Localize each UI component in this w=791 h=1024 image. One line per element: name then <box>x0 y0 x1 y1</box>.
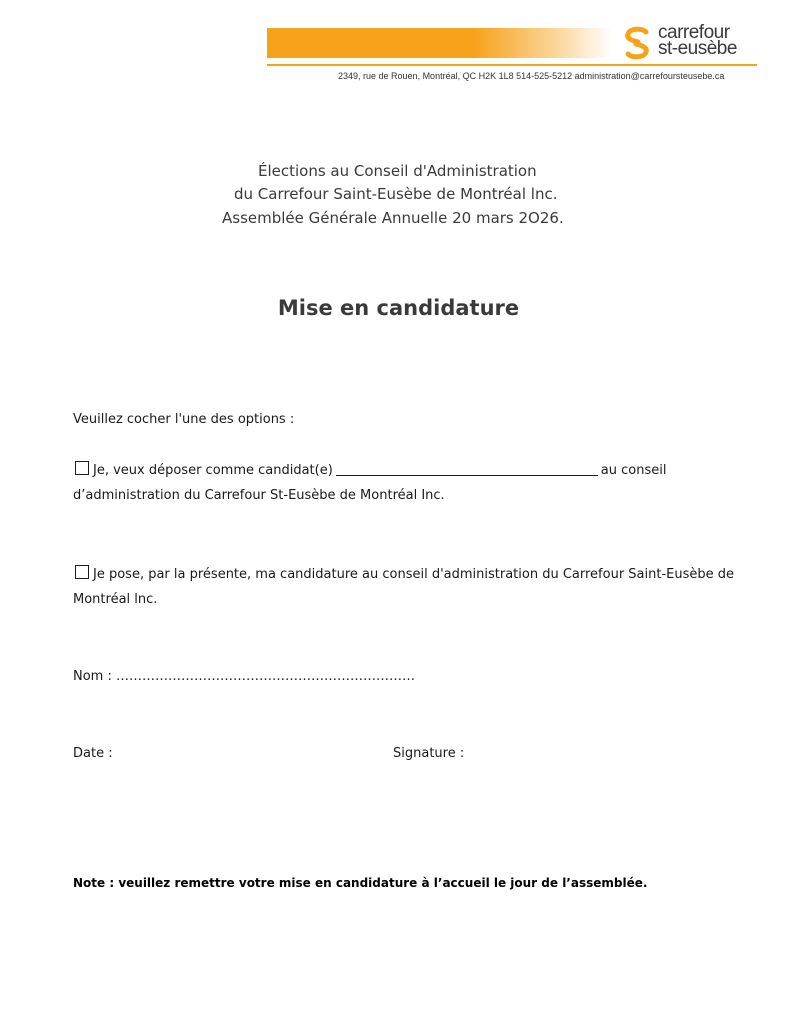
option2-text: Je pose, par la présente, ma candidature au conseil d'administration du Carrefour Saint-Eusèbe de <box>93 567 735 582</box>
logo-brand-line1: carrefour <box>658 22 730 43</box>
signature-label: Signature : <box>393 746 465 761</box>
heading-line3: Assemblée Générale Annuelle 20 mars 2O26. <box>222 209 564 227</box>
name-field[interactable]: Nom : …………………………………………………………… <box>73 669 415 684</box>
candidate-blank-field[interactable] <box>336 462 598 476</box>
heading-line1: Élections au Conseil d'Administration <box>258 162 537 180</box>
option1-line <box>75 461 666 478</box>
option2-line <box>75 565 734 582</box>
organization-logo <box>622 22 762 62</box>
page-title: Mise en candidature <box>277 296 520 320</box>
option1-continuation: d’administration du Carrefour St-Eusèbe de Montréal Inc. <box>73 488 445 503</box>
option1-text-before: Je, veux déposer comme candidat(e) <box>93 463 333 478</box>
date-label: Date : <box>73 746 113 761</box>
logo-mark-icon <box>622 26 652 60</box>
letterhead-accent-bar <box>267 28 612 58</box>
option2-checkbox[interactable] <box>75 565 89 579</box>
heading-line2: du Carrefour Saint-Eusèbe de Montréal lnc. <box>234 185 558 203</box>
letterhead-address: 2349, rue de Rouen, Montréal, QC H2K 1L8 514-525-5212 administration@carrefoursteusebe.ca <box>338 71 725 81</box>
letterhead-rule <box>267 64 757 66</box>
option2-continuation: Montréal lnc. <box>73 592 158 607</box>
logo-brand-line2: st-eusèbe <box>658 38 737 59</box>
instruction-text: Veuillez cocher l'une des options : <box>73 412 295 427</box>
submission-note: Note : veuillez remettre votre mise en candidature à l’accueil le jour de l’assemblée. <box>73 876 648 890</box>
option1-checkbox[interactable] <box>75 461 89 475</box>
option1-text-after: au conseil <box>600 463 667 478</box>
